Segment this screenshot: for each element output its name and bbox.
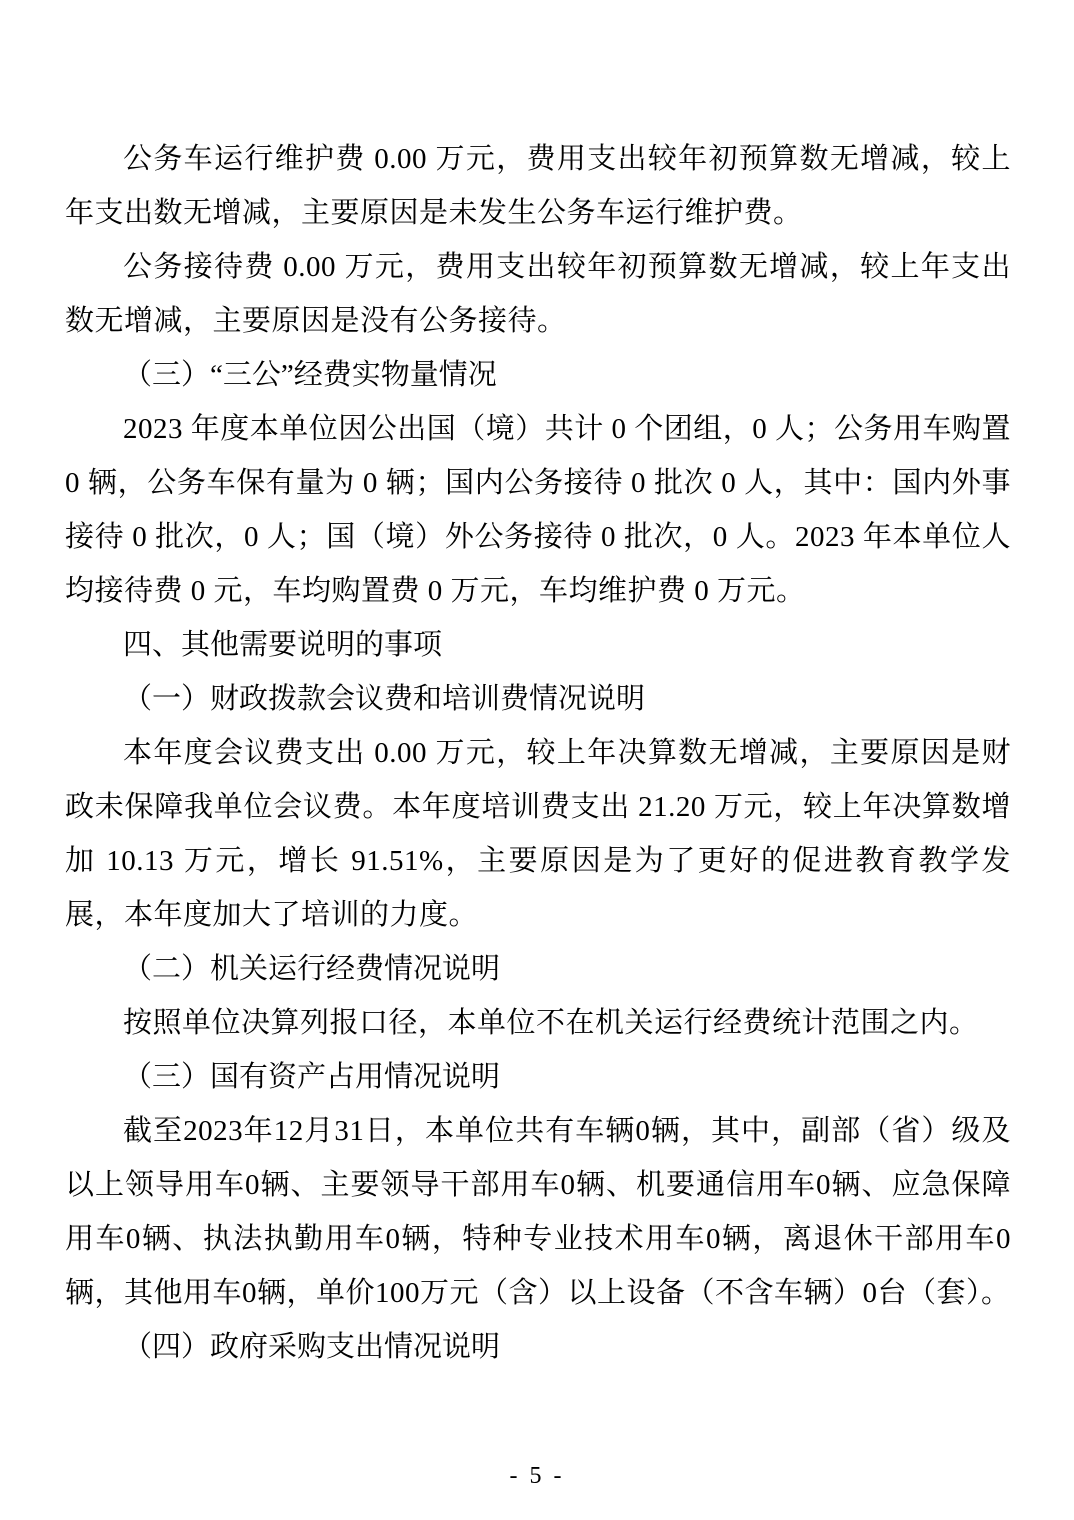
heading-agency-operating-expenses: （二）机关运行经费情况说明: [123, 953, 501, 985]
heading-government-procurement: （四）政府采购支出情况说明: [123, 1331, 501, 1363]
para-meeting-and-training-fees: 本年度会议费支出 0.00 万元，较上年决算数无增减，主要原因是财政未保障我单位会议费。本年度培训费支出 21.20 万元，较上年决算数增加 10.13 万元，增长 91.51%，主要原因是为了更好的促进教育教学发展，本年度加大了培训的力度。: [65, 737, 1011, 931]
heading-state-owned-assets: （三）国有资产占用情况说明: [123, 1061, 501, 1093]
para-official-reception-fee: 公务接待费 0.00 万元，费用支出较年初预算数无增减，较上年支出数无增减，主要原因是没有公务接待。: [65, 251, 1011, 337]
document-body: [65, 132, 1011, 1374]
heading-other-matters: 四、其他需要说明的事项: [123, 629, 443, 661]
para-three-public-funds-details: 2023 年度本单位因公出国（境）共计 0 个团组，0 人；公务用车购置 0 辆，公务车保有量为 0 辆；国内公务接待 0 批次 0 人，其中：国内外事接待 0 批次，0 人；国（境）外公务接待 0 批次，0 人。2023 年本单位人均接待费 0 元，车均购置费 0 万元，车均维护费 0 万元。: [65, 413, 1012, 607]
page-number: - 5 -: [509, 1463, 565, 1489]
heading-meeting-and-training-fees: （一）财政拨款会议费和培训费情况说明: [123, 683, 646, 715]
para-agency-operating-expenses: 按照单位决算列报口径，本单位不在机关运行经费统计范围之内。: [123, 1007, 979, 1039]
para-state-owned-assets: 截至2023年12月31日，本单位共有车辆0辆，其中，副部（省）级及以上领导用车0辆、主要领导干部用车0辆、机要通信用车0辆、应急保障用车0辆、执法执勤用车0辆，特种专业技术用车0辆，离退休干部用车0辆，其他用车0辆，单价100万元（含）以上设备（不含车辆）0台（套）。: [65, 1115, 1011, 1309]
para-official-vehicle-maintenance-fee: 公务车运行维护费 0.00 万元，费用支出较年初预算数无增减，较上年支出数无增减，主要原因是未发生公务车运行维护费。: [65, 143, 1011, 229]
heading-three-public-funds-physical-quantity: （三）“三公”经费实物量情况: [123, 359, 497, 391]
